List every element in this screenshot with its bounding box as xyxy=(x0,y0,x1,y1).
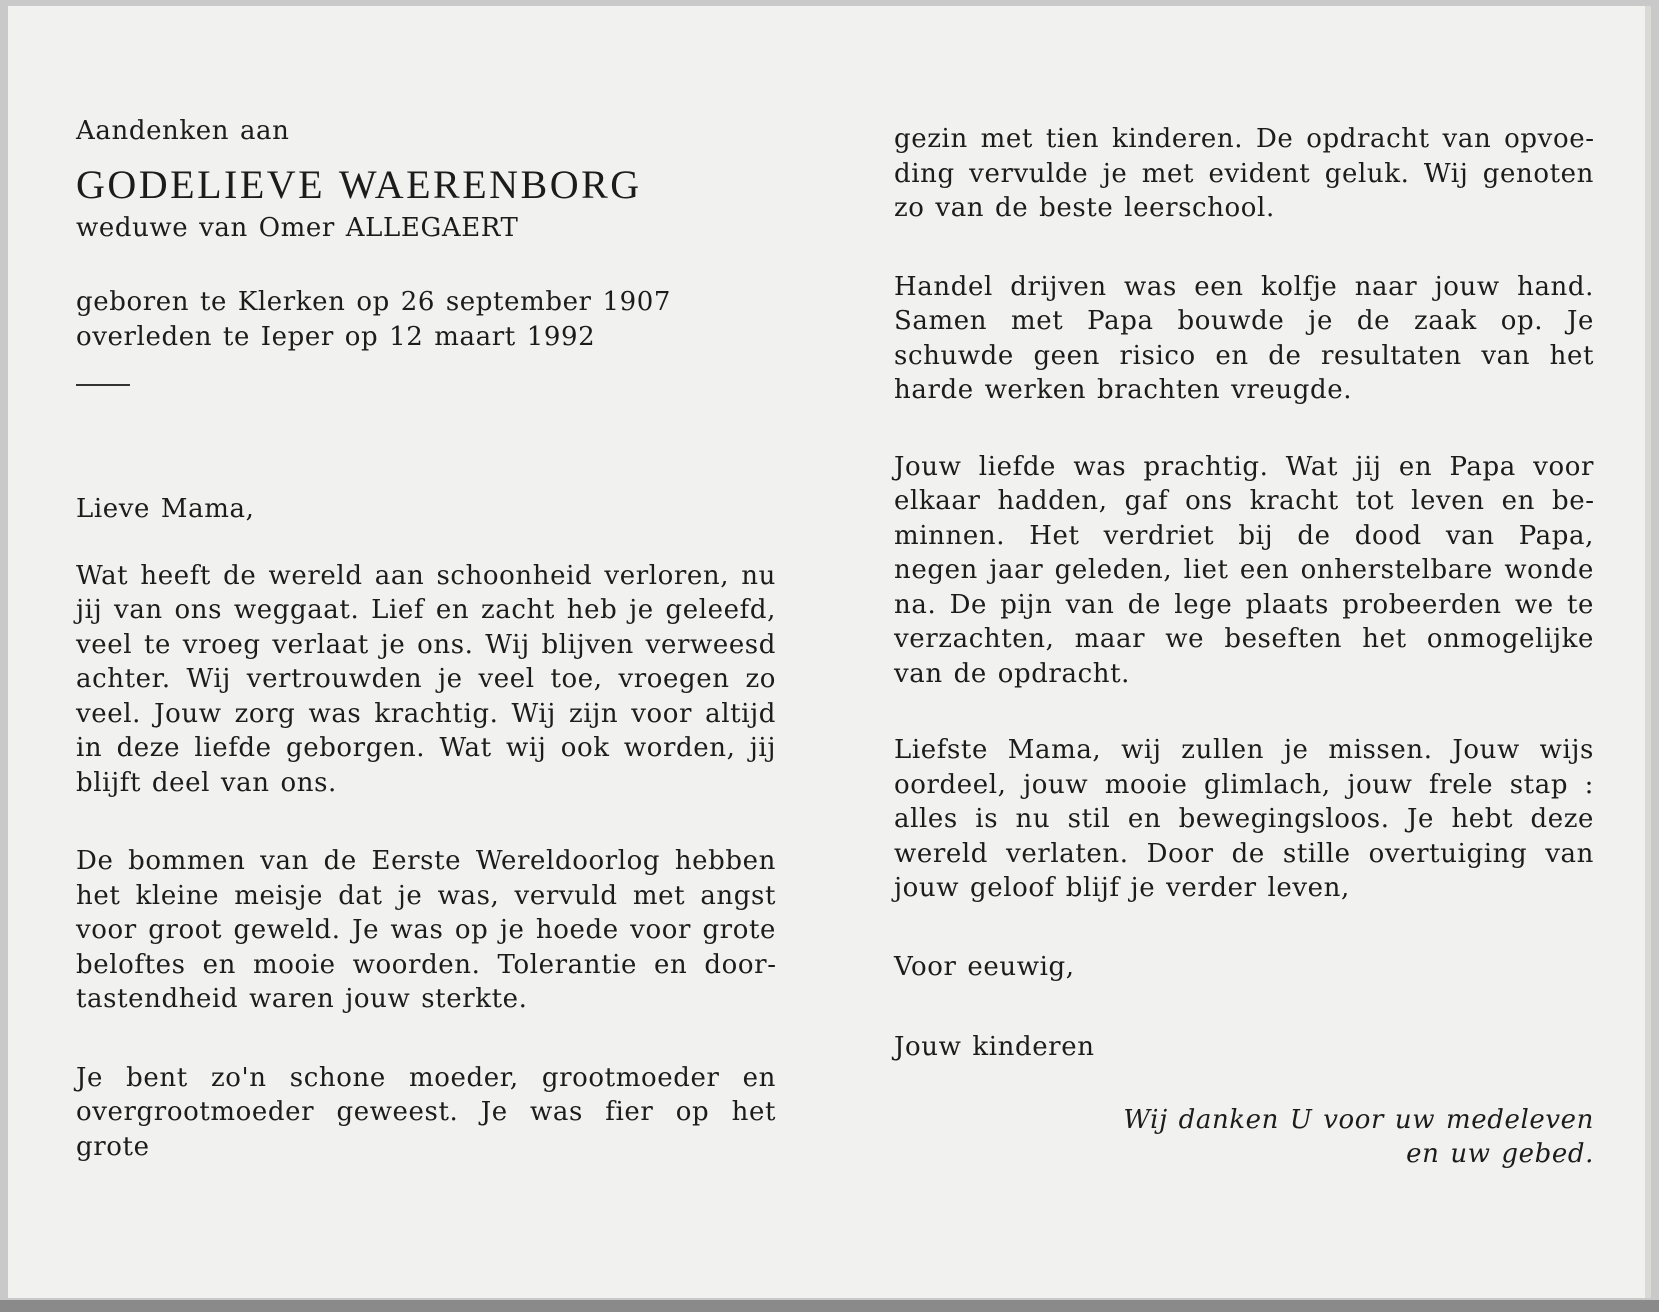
separator-dash xyxy=(76,384,130,386)
salutation: Lieve Mama, xyxy=(76,494,255,524)
dates-block xyxy=(76,285,776,354)
deceased-name: GODELIEVE WAERENBORG xyxy=(76,161,642,207)
intro-line: Aandenken aan xyxy=(76,116,290,146)
paragraph-3: Je bent zo'n schone moeder, grootmoeder en overgrootmoeder geweest. Je was fier op het grote xyxy=(76,1062,776,1162)
closing-line: Voor eeuwig, xyxy=(894,951,1075,982)
paragraph-2: De bommen van de Eerste Wereldoorlog hebben het kleine meisje dat je was, vervuld met angst voor groot geweld. Je was op je hoede voor grote beloftes en mooie woorden. Tolerantie en doortastendheid waren jouw sterkte. xyxy=(76,846,776,1014)
left-column xyxy=(76,114,776,1164)
paragraph-1: Wat heeft de wereld aan schoonheid verloren, nu jij van ons weggaat. Lief en zacht heb je geleefd, veel te vroeg verlaat je ons. Wij blijven verweesd achter. Wij vertrouwden je veel toe, vroegen zo veel. Jouw zorg was krachtig. Wij zijn voor altijd in deze liefde geborgen. Wat wij ook worden, jij blijft deel van ons. xyxy=(76,560,776,798)
thanks-line-2: en uw gebed. xyxy=(1406,1139,1594,1169)
paragraph-6: Liefste Mama, wij zullen je missen. Jouw wijs oordeel, jouw mooie glimlach, jouw frele stap : alles is nu stil en bewegingsloos. Je hebt deze wereld verlaten. Door de stille overtuiging van jouw geloof blijf je verder leven, xyxy=(894,735,1594,903)
signature: Jouw kinderen xyxy=(894,1032,1095,1062)
birth-line: geboren te Klerken op 26 september 1907 xyxy=(76,287,672,317)
widow-line: weduwe van Omer ALLEGAERT xyxy=(76,212,519,243)
memorial-card xyxy=(8,6,1651,1298)
right-column xyxy=(894,122,1594,1172)
scan-edge xyxy=(0,1300,1659,1312)
death-line: overleden te Ieper op 12 maart 1992 xyxy=(76,321,596,352)
paragraph-5: Jouw liefde was prachtig. Wat jij en Papa voor elkaar hadden, gaf ons kracht tot leven en beminnen. Het verdriet bij de dood van Papa, negen jaar geleden, liet een onherstelbare wonde na. De pijn van de lege plaats probeerden we te verzachten, maar we beseften het onmogelijke van de opdracht. xyxy=(894,451,1594,689)
paragraph-3-continued: gezin met tien kinderen. De opdracht van opvoeding vervulde je met evident geluk. Wij genoten zo van de beste leerschool. xyxy=(894,124,1594,223)
thanks-note xyxy=(894,1103,1594,1172)
paragraph-4: Handel drijven was een kolfje naar jouw hand. Samen met Papa bouwde je de zaak op. Je schuwde geen risico en de resultaten van het harde werken brachten vreugde. xyxy=(894,271,1594,405)
thanks-line-1: Wij danken U voor uw medeleven xyxy=(1123,1104,1594,1135)
